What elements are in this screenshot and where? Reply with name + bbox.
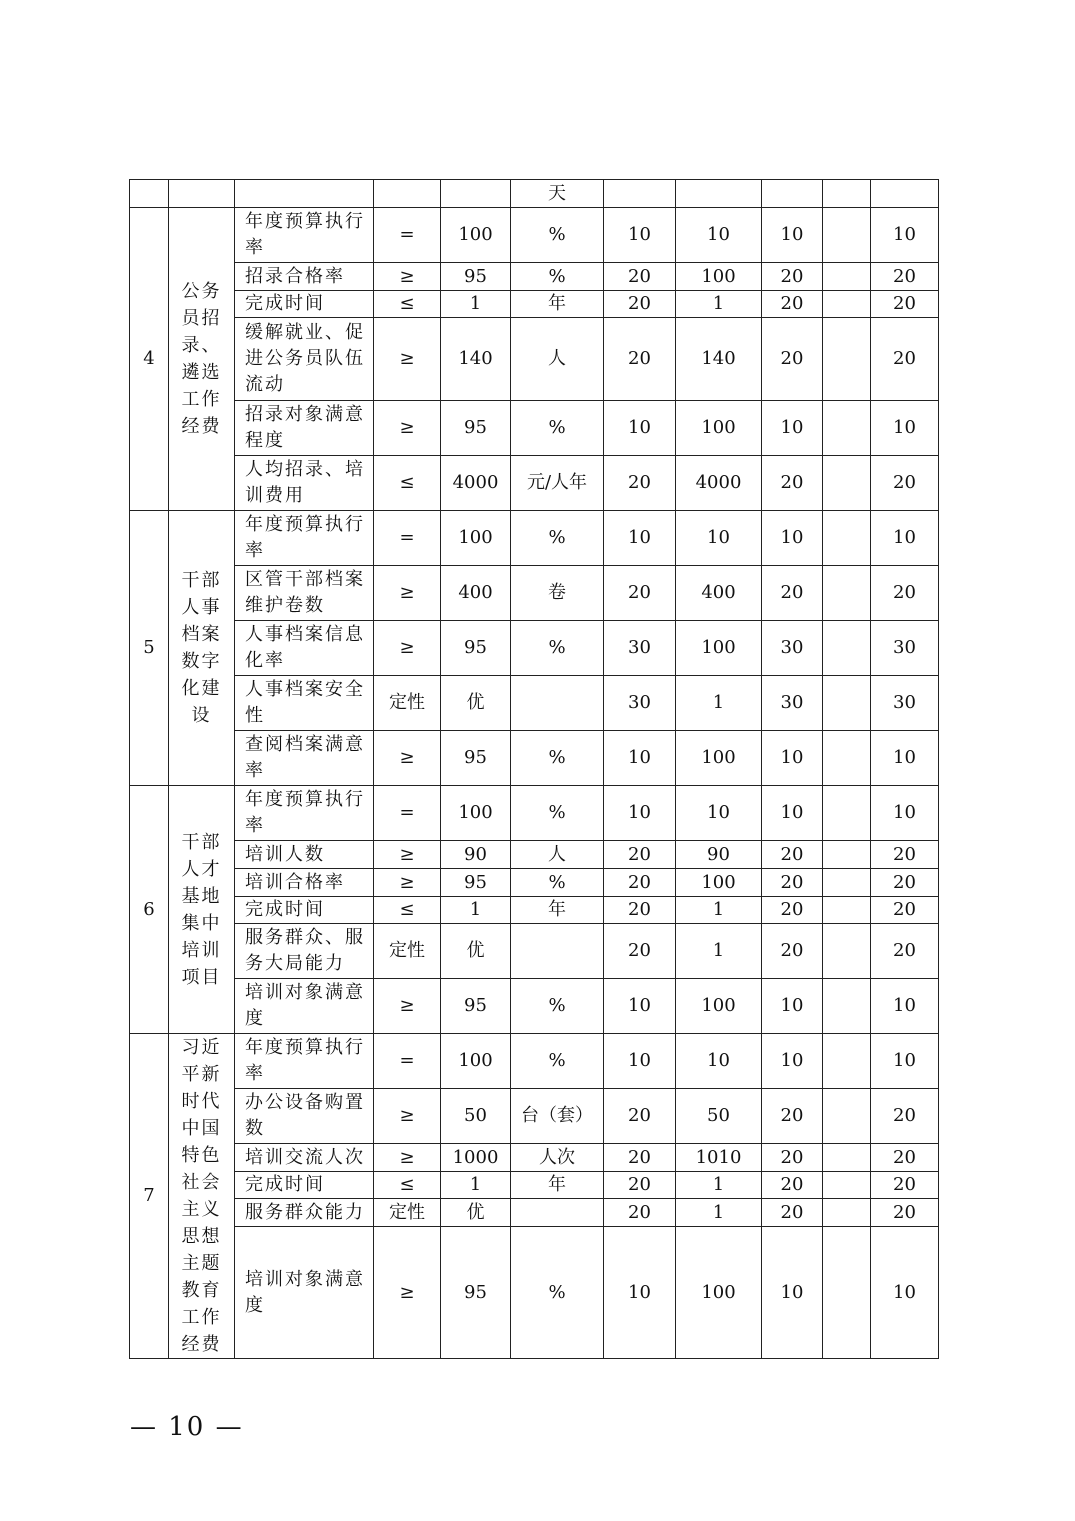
unit-cell: %	[511, 1034, 604, 1089]
table-row	[130, 869, 939, 897]
indicator-name: 招录合格率	[235, 263, 374, 291]
table-row	[130, 841, 939, 869]
note-cell	[823, 979, 871, 1034]
final-score-cell: 10	[871, 208, 939, 263]
indicator-name: 招录对象满意程度	[235, 401, 374, 456]
weight-cell: 10	[604, 731, 676, 786]
operator-cell: ≥	[374, 731, 441, 786]
target-cell: 优	[441, 924, 511, 979]
final-score-cell: 10	[871, 401, 939, 456]
unit-cell	[511, 1199, 604, 1227]
unit-cell: %	[511, 979, 604, 1034]
weight-cell: 20	[604, 841, 676, 869]
operator-cell: ≥	[374, 401, 441, 456]
unit-cell	[511, 676, 604, 731]
weight-cell: 20	[604, 1089, 676, 1144]
score-cell: 20	[762, 318, 823, 401]
final-score-cell: 20	[871, 291, 939, 318]
actual-cell: 400	[676, 566, 762, 621]
note-cell	[823, 731, 871, 786]
unit-cell: %	[511, 869, 604, 897]
table-row	[130, 1199, 939, 1227]
indicator-name: 缓解就业、促进公务员队伍流动	[235, 318, 374, 401]
note-cell	[823, 208, 871, 263]
weight-cell: 20	[604, 924, 676, 979]
operator-cell: =	[374, 208, 441, 263]
final-score-cell: 20	[871, 263, 939, 291]
note-cell	[823, 676, 871, 731]
table-row	[130, 897, 939, 924]
indicator-name: 培训对象满意度	[235, 979, 374, 1034]
actual-cell: 100	[676, 401, 762, 456]
final-score-cell: 20	[871, 566, 939, 621]
actual-cell: 10	[676, 786, 762, 841]
operator-cell: ≥	[374, 621, 441, 676]
weight-cell: 10	[604, 401, 676, 456]
operator-cell: ≥	[374, 318, 441, 401]
actual-cell: 1	[676, 897, 762, 924]
note-cell	[823, 401, 871, 456]
weight-cell: 30	[604, 621, 676, 676]
table-row	[130, 511, 939, 566]
note-cell	[823, 566, 871, 621]
score-cell: 20	[762, 897, 823, 924]
indicator-name: 办公设备购置数	[235, 1089, 374, 1144]
unit-cell: %	[511, 208, 604, 263]
actual-cell: 1	[676, 924, 762, 979]
operator-cell: ≥	[374, 566, 441, 621]
actual-cell: 100	[676, 731, 762, 786]
table-row	[130, 291, 939, 318]
table-row	[130, 318, 939, 401]
table-row	[130, 1172, 939, 1199]
table-row	[130, 180, 939, 208]
table-row	[130, 456, 939, 511]
score-cell: 10	[762, 1227, 823, 1359]
score-cell: 30	[762, 621, 823, 676]
target-cell: 95	[441, 869, 511, 897]
group-number: 7	[130, 1034, 169, 1359]
table-row	[130, 731, 939, 786]
weight-cell: 20	[604, 1144, 676, 1172]
actual-cell: 1010	[676, 1144, 762, 1172]
operator-cell: ≥	[374, 263, 441, 291]
weight-cell: 30	[604, 676, 676, 731]
target-cell: 优	[441, 676, 511, 731]
unit-cell: %	[511, 621, 604, 676]
indicator-name: 服务群众能力	[235, 1199, 374, 1227]
weight-cell: 20	[604, 291, 676, 318]
note-cell	[823, 511, 871, 566]
actual-cell: 1	[676, 1199, 762, 1227]
score-cell: 20	[762, 924, 823, 979]
indicator-name: 培训对象满意度	[235, 1227, 374, 1359]
score-cell: 10	[762, 731, 823, 786]
weight-cell: 20	[604, 263, 676, 291]
unit-cell: 年	[511, 1172, 604, 1199]
note-cell	[823, 897, 871, 924]
note-cell	[823, 1199, 871, 1227]
target-cell: 95	[441, 731, 511, 786]
actual-cell: 1	[676, 676, 762, 731]
actual-cell: 10	[676, 511, 762, 566]
score-cell: 20	[762, 291, 823, 318]
score-cell: 20	[762, 1199, 823, 1227]
weight-cell: 10	[604, 1227, 676, 1359]
final-score-cell: 20	[871, 841, 939, 869]
operator-cell: 定性	[374, 676, 441, 731]
target-cell: 100	[441, 786, 511, 841]
score-cell: 20	[762, 1172, 823, 1199]
unit-cell: 年	[511, 291, 604, 318]
indicator-name: 年度预算执行率	[235, 1034, 374, 1089]
operator-cell: ≥	[374, 1089, 441, 1144]
table-row	[130, 401, 939, 456]
score-cell: 10	[762, 786, 823, 841]
project-name: 干部人才基地集中培训项目	[169, 786, 235, 1034]
note-cell	[823, 841, 871, 869]
indicator-name: 培训交流人次	[235, 1144, 374, 1172]
target-cell: 优	[441, 1199, 511, 1227]
final-score-cell: 20	[871, 318, 939, 401]
operator-cell: ≤	[374, 1172, 441, 1199]
weight-cell: 10	[604, 511, 676, 566]
operator-cell: ≥	[374, 841, 441, 869]
note-cell	[823, 1227, 871, 1359]
score-cell: 20	[762, 1144, 823, 1172]
target-cell: 50	[441, 1089, 511, 1144]
actual-cell: 4000	[676, 456, 762, 511]
operator-cell: 定性	[374, 924, 441, 979]
note-cell	[823, 456, 871, 511]
weight-cell: 10	[604, 786, 676, 841]
table-row	[130, 676, 939, 731]
operator-cell: ≤	[374, 456, 441, 511]
unit-cell	[511, 924, 604, 979]
indicator-name: 完成时间	[235, 1172, 374, 1199]
actual-cell: 10	[676, 208, 762, 263]
actual-cell: 1	[676, 291, 762, 318]
operator-cell: ≥	[374, 1227, 441, 1359]
note-cell	[823, 1034, 871, 1089]
score-cell: 10	[762, 208, 823, 263]
note-cell	[823, 621, 871, 676]
page-number: — 10 —	[130, 1412, 244, 1442]
table-row	[130, 1089, 939, 1144]
target-cell: 4000	[441, 456, 511, 511]
note-cell	[823, 1172, 871, 1199]
target-cell: 95	[441, 263, 511, 291]
score-cell: 30	[762, 676, 823, 731]
unit-cell: %	[511, 401, 604, 456]
actual-cell: 10	[676, 1034, 762, 1089]
unit-cell: %	[511, 786, 604, 841]
note-cell	[823, 924, 871, 979]
final-score-cell: 10	[871, 731, 939, 786]
final-score-cell: 20	[871, 924, 939, 979]
actual-cell: 100	[676, 621, 762, 676]
target-cell: 95	[441, 1227, 511, 1359]
table-row	[130, 621, 939, 676]
indicator-name: 服务群众、服务大局能力	[235, 924, 374, 979]
final-score-cell: 20	[871, 1089, 939, 1144]
indicator-name: 完成时间	[235, 291, 374, 318]
score-cell: 20	[762, 841, 823, 869]
actual-cell: 100	[676, 869, 762, 897]
operator-cell: =	[374, 511, 441, 566]
score-cell: 20	[762, 263, 823, 291]
operator-cell: ≤	[374, 897, 441, 924]
target-cell: 95	[441, 401, 511, 456]
final-score-cell: 20	[871, 869, 939, 897]
target-cell: 100	[441, 208, 511, 263]
score-cell: 10	[762, 401, 823, 456]
final-score-cell: 20	[871, 1144, 939, 1172]
indicator-name: 人事档案信息化率	[235, 621, 374, 676]
score-cell: 10	[762, 1034, 823, 1089]
final-score-cell: 10	[871, 1034, 939, 1089]
table-row	[130, 208, 939, 263]
target-cell: 1	[441, 897, 511, 924]
actual-cell: 50	[676, 1089, 762, 1144]
score-cell: 20	[762, 566, 823, 621]
weight-cell: 20	[604, 897, 676, 924]
target-cell: 1000	[441, 1144, 511, 1172]
table-row	[130, 1144, 939, 1172]
final-score-cell: 20	[871, 456, 939, 511]
project-name: 公务员招录、遴选工作经费	[169, 208, 235, 511]
operator-cell: =	[374, 786, 441, 841]
unit-cell: 人	[511, 841, 604, 869]
table-row	[130, 979, 939, 1034]
operator-cell: ≥	[374, 979, 441, 1034]
target-cell: 95	[441, 979, 511, 1034]
final-score-cell: 10	[871, 511, 939, 566]
unit-cell: %	[511, 731, 604, 786]
actual-cell: 100	[676, 1227, 762, 1359]
note-cell	[823, 318, 871, 401]
table-row	[130, 263, 939, 291]
note-cell	[823, 786, 871, 841]
target-cell: 1	[441, 1172, 511, 1199]
indicator-name: 人事档案安全性	[235, 676, 374, 731]
unit-cell: 人次	[511, 1144, 604, 1172]
note-cell	[823, 263, 871, 291]
final-score-cell: 20	[871, 1172, 939, 1199]
final-score-cell: 20	[871, 1199, 939, 1227]
unit-cell: %	[511, 263, 604, 291]
unit-cell: %	[511, 1227, 604, 1359]
target-cell: 100	[441, 1034, 511, 1089]
final-score-cell: 20	[871, 897, 939, 924]
project-name: 习近平新时代中国特色社会主义思想主题教育工作经费	[169, 1034, 235, 1359]
target-cell: 100	[441, 511, 511, 566]
score-cell: 20	[762, 456, 823, 511]
weight-cell: 10	[604, 1034, 676, 1089]
weight-cell: 10	[604, 208, 676, 263]
operator-cell: =	[374, 1034, 441, 1089]
unit-cell: 人	[511, 318, 604, 401]
indicator-name: 人均招录、培训费用	[235, 456, 374, 511]
performance-table	[129, 179, 939, 1359]
operator-cell: ≤	[374, 291, 441, 318]
score-cell: 10	[762, 979, 823, 1034]
score-cell: 20	[762, 869, 823, 897]
table-body	[130, 180, 939, 1359]
group-number: 5	[130, 511, 169, 786]
note-cell	[823, 291, 871, 318]
weight-cell: 20	[604, 456, 676, 511]
note-cell	[823, 1144, 871, 1172]
table-row	[130, 786, 939, 841]
operator-cell: ≥	[374, 1144, 441, 1172]
final-score-cell: 10	[871, 979, 939, 1034]
project-name: 干部人事档案数字化建设	[169, 511, 235, 786]
unit-cell: %	[511, 511, 604, 566]
weight-cell: 20	[604, 1172, 676, 1199]
target-cell: 90	[441, 841, 511, 869]
operator-cell: 定性	[374, 1199, 441, 1227]
operator-cell: ≥	[374, 869, 441, 897]
final-score-cell: 10	[871, 1227, 939, 1359]
note-cell	[823, 1089, 871, 1144]
weight-cell: 20	[604, 318, 676, 401]
indicator-name: 查阅档案满意率	[235, 731, 374, 786]
weight-cell: 20	[604, 1199, 676, 1227]
indicator-name: 区管干部档案维护卷数	[235, 566, 374, 621]
weight-cell: 20	[604, 566, 676, 621]
group-number: 4	[130, 208, 169, 511]
table-row	[130, 1227, 939, 1359]
actual-cell: 90	[676, 841, 762, 869]
indicator-name: 年度预算执行率	[235, 208, 374, 263]
weight-cell: 10	[604, 979, 676, 1034]
table-row	[130, 1034, 939, 1089]
unit-cell: 卷	[511, 566, 604, 621]
unit-cell: 天	[511, 180, 604, 208]
target-cell: 140	[441, 318, 511, 401]
indicator-name: 年度预算执行率	[235, 786, 374, 841]
unit-cell: 元/人年	[511, 456, 604, 511]
score-cell: 10	[762, 511, 823, 566]
actual-cell: 100	[676, 979, 762, 1034]
target-cell: 400	[441, 566, 511, 621]
unit-cell: 台（套）	[511, 1089, 604, 1144]
indicator-name: 年度预算执行率	[235, 511, 374, 566]
final-score-cell: 30	[871, 676, 939, 731]
indicator-name: 完成时间	[235, 897, 374, 924]
score-cell: 20	[762, 1089, 823, 1144]
group-number: 6	[130, 786, 169, 1034]
actual-cell: 1	[676, 1172, 762, 1199]
unit-cell: 年	[511, 897, 604, 924]
indicator-name: 培训合格率	[235, 869, 374, 897]
actual-cell: 140	[676, 318, 762, 401]
target-cell: 95	[441, 621, 511, 676]
table-row	[130, 924, 939, 979]
final-score-cell: 30	[871, 621, 939, 676]
weight-cell: 20	[604, 869, 676, 897]
target-cell: 1	[441, 291, 511, 318]
indicator-name: 培训人数	[235, 841, 374, 869]
final-score-cell: 10	[871, 786, 939, 841]
note-cell	[823, 869, 871, 897]
table-row	[130, 566, 939, 621]
actual-cell: 100	[676, 263, 762, 291]
